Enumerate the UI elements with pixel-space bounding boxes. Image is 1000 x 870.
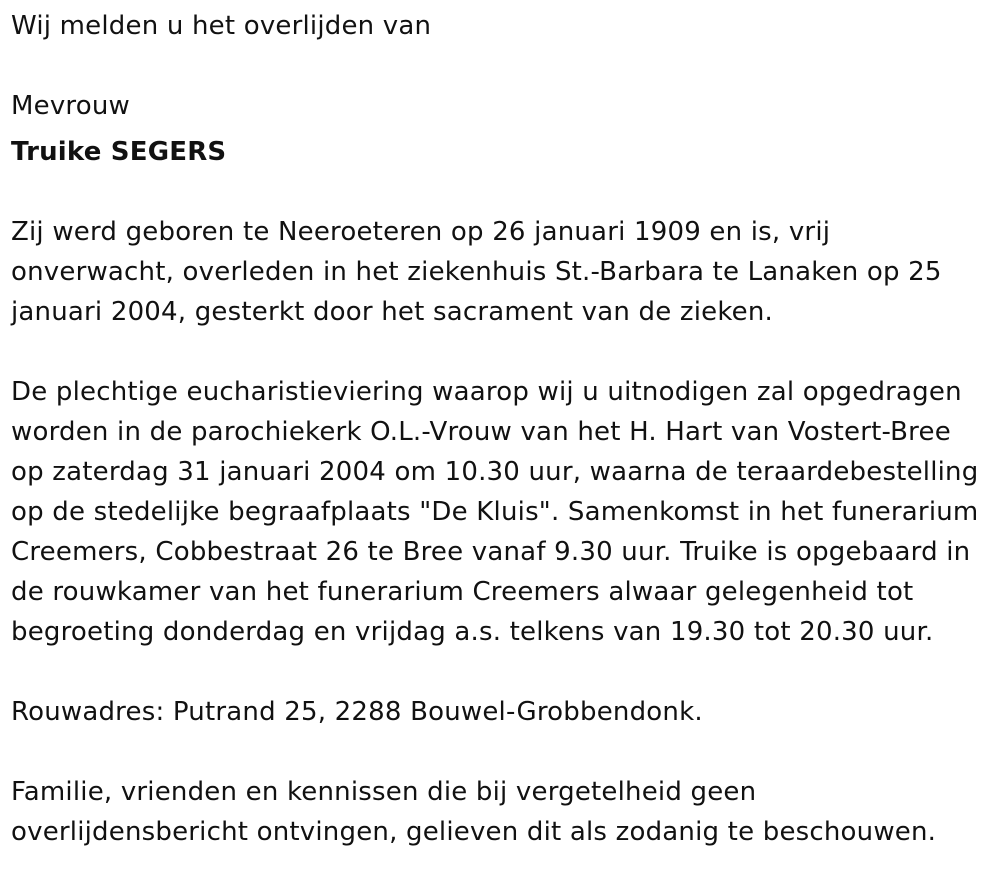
paragraph-line: Familie, vrienden en kennissen die bij vergetelheid geen	[11, 777, 757, 807]
ceremony-paragraph	[11, 372, 990, 652]
spacer	[11, 172, 990, 212]
spacer	[11, 332, 990, 372]
paragraph-line: de rouwkamer van het funerarium Creemers alwaar gelegenheid tot	[11, 577, 914, 607]
birth-death-paragraph	[11, 212, 990, 332]
paragraph-line: op zaterdag 31 januari 2004 om 10.30 uur, waarna de teraardebestelling	[11, 457, 979, 487]
spacer	[11, 46, 990, 86]
salutation: Mevrouw	[11, 91, 130, 121]
spacer	[11, 732, 990, 772]
paragraph-line: overlijdensbericht ontvingen, gelieven dit als zodanig te beschouwen.	[11, 817, 937, 847]
deceased-name: Truike SEGERS	[11, 137, 227, 167]
paragraph-line: januari 2004, gesterkt door het sacrament van de zieken.	[11, 297, 773, 327]
paragraph-line: Creemers, Cobbestraat 26 te Bree vanaf 9.30 uur. Truike is opgebaard in	[11, 537, 971, 567]
paragraph-line: Zij werd geboren te Neeroeteren op 26 januari 1909 en is, vrij	[11, 217, 831, 247]
paragraph-line: op de stedelijke begraafplaats "De Kluis". Samenkomst in het funerarium	[11, 497, 979, 527]
paragraph-line: De plechtige eucharistieviering waarop wij u uitnodigen zal opgedragen	[11, 377, 962, 407]
mourning-address: Rouwadres: Putrand 25, 2288 Bouwel-Grobbendonk.	[11, 697, 703, 727]
paragraph-line: onverwacht, overleden in het ziekenhuis St.-Barbara te Lanaken op 25	[11, 257, 942, 287]
closing-paragraph	[11, 772, 990, 852]
intro-line: Wij melden u het overlijden van	[11, 11, 432, 41]
paragraph-line: worden in de parochiekerk O.L.-Vrouw van het H. Hart van Vostert-Bree	[11, 417, 951, 447]
paragraph-line: begroeting donderdag en vrijdag a.s. telkens van 19.30 tot 20.30 uur.	[11, 617, 934, 647]
spacer	[11, 652, 990, 692]
